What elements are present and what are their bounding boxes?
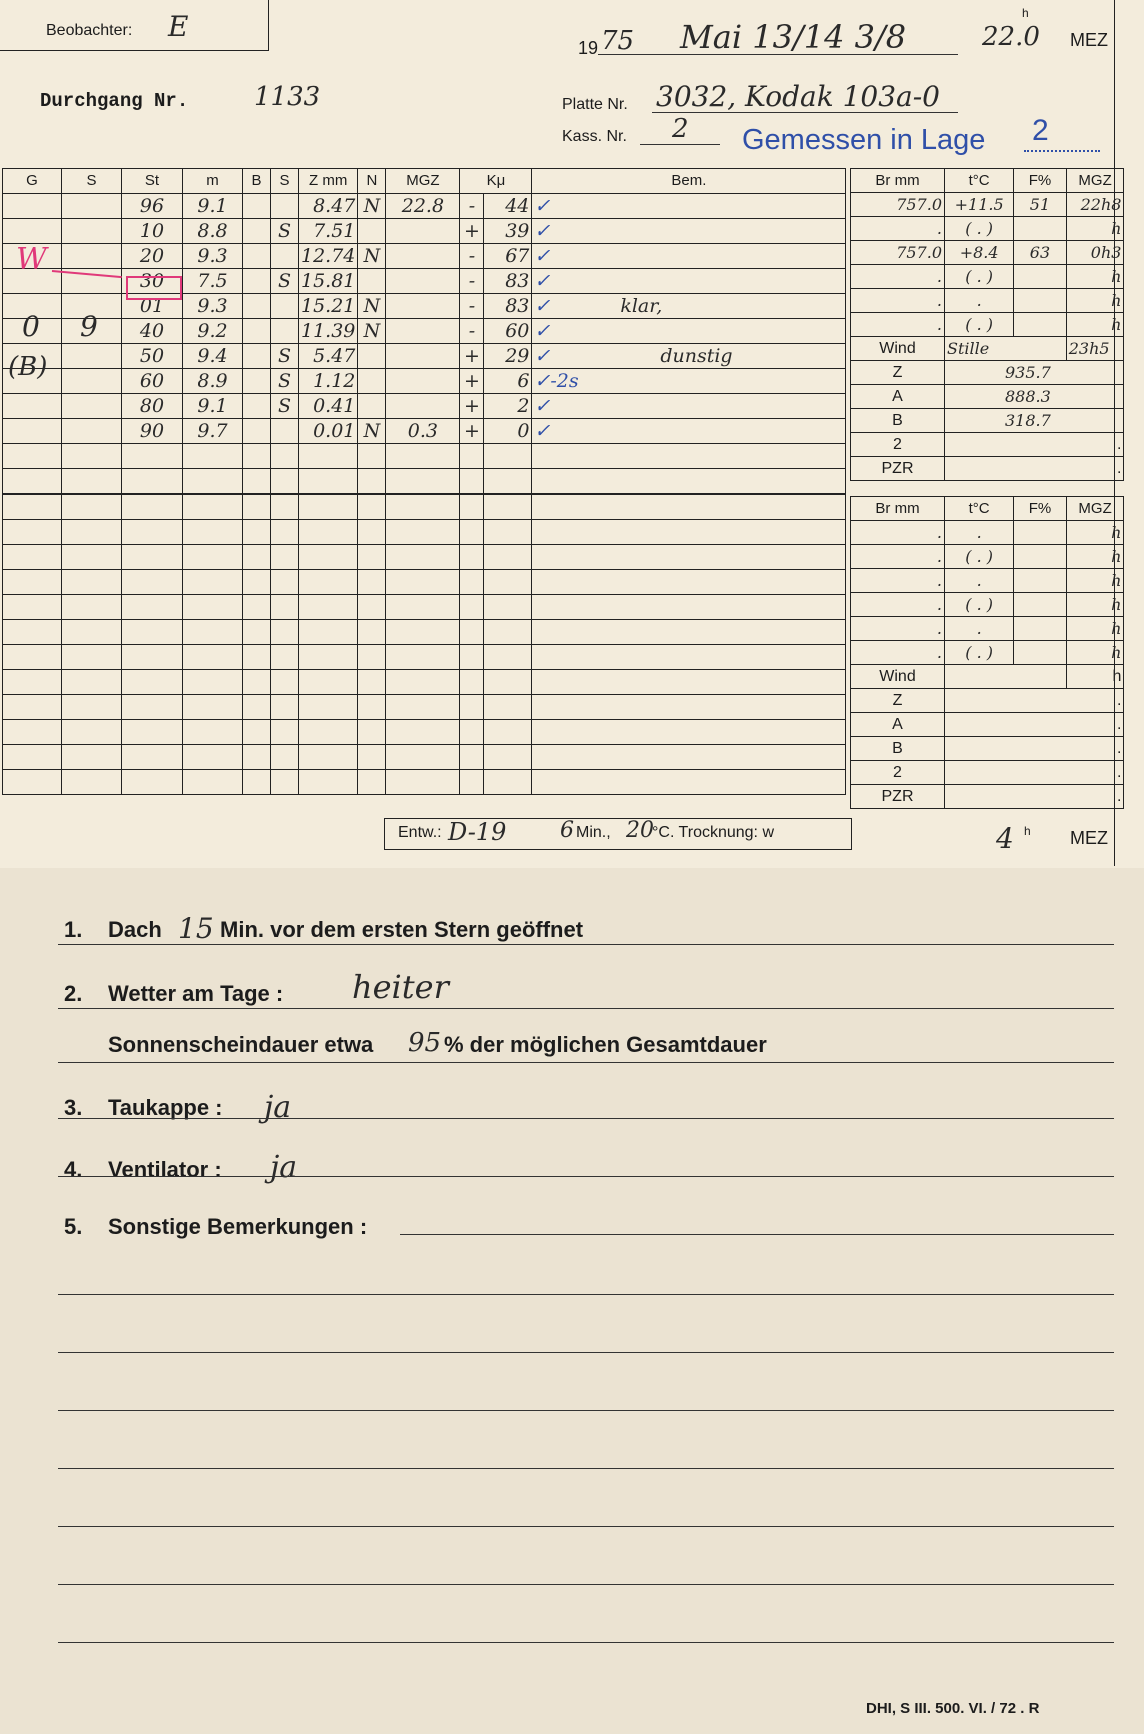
kass-label: Kass. Nr.	[562, 128, 627, 145]
weather-cell-br: .	[851, 593, 945, 617]
col-n: N	[358, 169, 386, 194]
q2-value: heiter	[352, 968, 449, 1006]
weather-cell-br: .	[851, 545, 945, 569]
weather-cell-t: ( . )	[945, 217, 1014, 241]
weather-cell-mgz: h	[1066, 289, 1124, 313]
cell-k: 83	[484, 294, 532, 319]
q1-line	[58, 944, 1114, 945]
q1-number: 1.	[64, 917, 83, 942]
cell-m: 9.4	[183, 344, 243, 369]
col-k: Kμ	[460, 169, 532, 194]
col-s: S	[62, 169, 122, 194]
weather-cell-br: .	[851, 217, 945, 241]
z-label: Z	[851, 361, 945, 385]
two-label: 2	[851, 433, 945, 457]
kass-value: 2	[672, 114, 689, 144]
min-value: 6	[560, 818, 574, 843]
q5-number: 5.	[64, 1214, 83, 1239]
durchgang-label: Durchgang Nr.	[40, 90, 189, 112]
cell-m: 8.8	[183, 219, 243, 244]
col-g: G	[3, 169, 62, 194]
cell-z: 15.21	[299, 294, 358, 319]
end-unit: h	[1024, 824, 1031, 838]
time-value: 22.0	[982, 22, 1040, 52]
t-header-2: t°C	[945, 497, 1014, 521]
check-mark-icon: ✓	[534, 395, 551, 417]
z-value: 935.7	[945, 361, 1124, 385]
col-z: Z mm	[299, 169, 358, 194]
cell-sign: -	[460, 269, 484, 294]
w-mark: W	[16, 242, 47, 277]
cell-m: 7.5	[183, 269, 243, 294]
br-header: Br mm	[851, 169, 945, 193]
cell-st: 40	[122, 319, 183, 344]
weather-cell-t: .	[945, 569, 1014, 593]
cell-k: 6	[484, 369, 532, 394]
cell-s2: S	[271, 394, 299, 419]
pzr-value: .	[945, 457, 1124, 481]
cell-mgz: 0.3	[386, 419, 460, 444]
gemessen-stamp: Gemessen in Lage	[742, 124, 986, 156]
cell-sign: -	[460, 319, 484, 344]
blank-line-4	[58, 1468, 1114, 1469]
q2b-line	[58, 1062, 1114, 1063]
z-value-2: .	[945, 689, 1124, 713]
q5-line	[400, 1234, 1114, 1235]
wind-label-2: Wind	[851, 665, 945, 689]
cell-n: N	[358, 419, 386, 444]
beobachter-label: Beobachter:	[46, 22, 133, 39]
year-prefix: 19	[578, 38, 599, 58]
cell-k: 0	[484, 419, 532, 444]
cell-m: 9.3	[183, 294, 243, 319]
cell-s2: S	[271, 344, 299, 369]
weather-cell-br: .	[851, 521, 945, 545]
q2-label: Wetter am Tage :	[108, 981, 284, 1006]
wind-value: Stille	[945, 337, 1067, 361]
weather-cell-t: ( . )	[945, 641, 1014, 665]
weather-cell-t: +8.4	[945, 241, 1014, 265]
check-mark-icon: ✓	[534, 420, 551, 442]
check-mark-icon: ✓	[534, 220, 551, 242]
weather-cell-mgz: h	[1066, 313, 1124, 337]
weather-cell-br: .	[851, 569, 945, 593]
remark-text: klar,	[620, 295, 663, 317]
time-unit: h	[1022, 6, 1029, 20]
wind-mgz-2: h	[1066, 665, 1124, 689]
date-value: Mai 13/14 3/8	[680, 18, 907, 56]
cell-sign: +	[460, 219, 484, 244]
q1-value: 15	[178, 912, 214, 945]
pzr-label: PZR	[851, 457, 945, 481]
weather-cell-f: 51	[1014, 193, 1066, 217]
platte-label: Platte Nr.	[562, 96, 628, 113]
entw-value: D-19	[448, 818, 507, 846]
cell-st: 80	[122, 394, 183, 419]
weather-cell-mgz: h	[1066, 617, 1124, 641]
col-mgz: MGZ	[386, 169, 460, 194]
weather-cell-t: ( . )	[945, 545, 1014, 569]
t-header: t°C	[945, 169, 1014, 193]
weather-cell-mgz: h	[1066, 641, 1124, 665]
cell-st: 96	[122, 194, 183, 219]
min-label: Min.,	[576, 824, 611, 841]
q2-line	[58, 1008, 1114, 1009]
cell-s2: S	[271, 219, 299, 244]
blank-line-7	[58, 1642, 1114, 1643]
q3-line	[58, 1118, 1114, 1119]
cell-z: 0.01	[299, 419, 358, 444]
blank-line-3	[58, 1410, 1114, 1411]
cell-mgz: 22.8	[386, 194, 460, 219]
cell-m: 9.3	[183, 244, 243, 269]
cell-sign: -	[460, 294, 484, 319]
cell-st: 60	[122, 369, 183, 394]
weather-cell-mgz: 0h3	[1066, 241, 1124, 265]
cell-z: 12.74	[299, 244, 358, 269]
check-mark-icon: ✓	[534, 195, 551, 217]
cell-sign: +	[460, 394, 484, 419]
gemessen-value: 2	[1032, 114, 1049, 147]
q4-value: ja	[270, 1150, 298, 1185]
cell-k: 29	[484, 344, 532, 369]
cell-z: 1.12	[299, 369, 358, 394]
q2b-post: % der möglichen Gesamtdauer	[444, 1032, 767, 1057]
a-label: A	[851, 385, 945, 409]
col-b: B	[243, 169, 271, 194]
blank-line-5	[58, 1526, 1114, 1527]
check-mark-icon: ✓	[534, 320, 551, 342]
weather-cell-t: .	[945, 521, 1014, 545]
mez-label: MEZ	[1070, 30, 1108, 50]
a-value-2: .	[945, 713, 1124, 737]
cell-st: 90	[122, 419, 183, 444]
s-mark-9: 9	[80, 310, 98, 343]
cell-k: 83	[484, 269, 532, 294]
q2b-pre: Sonnenscheindauer etwa	[108, 1032, 374, 1057]
blank-line-1	[58, 1294, 1114, 1295]
weather-cell-t: .	[945, 289, 1014, 313]
q1-pre: Dach	[108, 917, 162, 942]
weather-cell-br: .	[851, 289, 945, 313]
wind-mgz: 23h5	[1066, 337, 1124, 361]
q3-number: 3.	[64, 1095, 83, 1120]
wind-label: Wind	[851, 337, 945, 361]
beobachter-value: E	[168, 10, 189, 43]
cell-z: 11.39	[299, 319, 358, 344]
q4-label: Ventilator :	[108, 1157, 222, 1182]
durchgang-value: 1133	[254, 82, 321, 112]
q2b-value: 95	[408, 1028, 442, 1058]
col-m: m	[183, 169, 243, 194]
cell-s2: S	[271, 369, 299, 394]
cell-n: N	[358, 294, 386, 319]
g-mark-0: 0	[22, 310, 40, 343]
weather-cell-br: 757.0	[851, 241, 945, 265]
form-code: DHI, S III. 500. VI. / 72 . R	[866, 1700, 1040, 1717]
platte-value: 3032, Kodak 103a-0	[656, 80, 940, 113]
blank-line-6	[58, 1584, 1114, 1585]
weather-cell-t: ( . )	[945, 265, 1014, 289]
card-frame	[0, 0, 1115, 866]
pzr-value-2: .	[945, 785, 1124, 809]
cell-k: 67	[484, 244, 532, 269]
f-header: F%	[1014, 169, 1066, 193]
cell-st: 01	[122, 294, 183, 319]
end-mez: MEZ	[1070, 828, 1108, 848]
temp-value: 20	[626, 818, 654, 843]
b-label: B	[851, 409, 945, 433]
cell-sign: +	[460, 344, 484, 369]
cell-m: 9.7	[183, 419, 243, 444]
weather-cell-mgz: h	[1066, 521, 1124, 545]
weather-cell-f: 63	[1014, 241, 1066, 265]
two-label-2: 2	[851, 761, 945, 785]
check-mark-icon: ✓	[534, 270, 551, 292]
temp-label: °C. Trocknung: w	[652, 824, 774, 841]
q1-post: Min. vor dem ersten Stern geöffnet	[220, 917, 584, 942]
cell-s2: S	[271, 269, 299, 294]
cell-n: N	[358, 194, 386, 219]
cell-z: 7.51	[299, 219, 358, 244]
b-value: 318.7	[945, 409, 1124, 433]
cell-k: 2	[484, 394, 532, 419]
weather-cell-t: .	[945, 617, 1014, 641]
cell-z: 5.47	[299, 344, 358, 369]
q3-label: Taukappe :	[108, 1095, 223, 1120]
weather-cell-mgz: 22h8	[1066, 193, 1124, 217]
weather-cell-br: .	[851, 641, 945, 665]
cell-k: 60	[484, 319, 532, 344]
weather-cell-br: .	[851, 313, 945, 337]
cell-z: 15.81	[299, 269, 358, 294]
check-mark-icon: ✓-2s	[534, 370, 579, 392]
check-mark-icon: ✓	[534, 295, 551, 317]
cell-m: 8.9	[183, 369, 243, 394]
cell-st: 50	[122, 344, 183, 369]
cell-z: 8.47	[299, 194, 358, 219]
cell-z: 0.41	[299, 394, 358, 419]
cell-n: N	[358, 244, 386, 269]
cell-n: N	[358, 319, 386, 344]
cell-m: 9.2	[183, 319, 243, 344]
year-suffix: 75	[601, 26, 635, 56]
cell-m: 9.1	[183, 194, 243, 219]
cell-st: 30	[122, 269, 183, 294]
weather-cell-t: ( . )	[945, 593, 1014, 617]
col-s2: S	[271, 169, 299, 194]
col-st: St	[122, 169, 183, 194]
b-value-2: .	[945, 737, 1124, 761]
weather-cell-br: .	[851, 617, 945, 641]
remark-text: dunstig	[660, 345, 733, 367]
cell-sign: +	[460, 369, 484, 394]
weather-cell-br: 757.0	[851, 193, 945, 217]
cell-st: 20	[122, 244, 183, 269]
q4-line	[58, 1176, 1114, 1177]
entw-label: Entw.:	[398, 824, 442, 841]
cell-st: 10	[122, 219, 183, 244]
mgz-header-2: MGZ	[1066, 497, 1124, 521]
br-header-2: Br mm	[851, 497, 945, 521]
q2-number: 2.	[64, 981, 83, 1006]
a-label-2: A	[851, 713, 945, 737]
two-value-2: .	[945, 761, 1124, 785]
pzr-label-2: PZR	[851, 785, 945, 809]
q3-value: ja	[264, 1090, 292, 1125]
weather-cell-mgz: h	[1066, 545, 1124, 569]
cell-sign: -	[460, 194, 484, 219]
cell-m: 9.1	[183, 394, 243, 419]
q4-number: 4.	[64, 1157, 83, 1182]
g-mark-b: (B)	[8, 352, 48, 382]
weather-cell-mgz: h	[1066, 217, 1124, 241]
z-label-2: Z	[851, 689, 945, 713]
col-bem: Bem.	[532, 169, 846, 194]
mgz-header: MGZ	[1066, 169, 1124, 193]
weather-cell-mgz: h	[1066, 569, 1124, 593]
q5-label: Sonstige Bemerkungen :	[108, 1214, 368, 1239]
weather-cell-br: .	[851, 265, 945, 289]
cell-sign: +	[460, 419, 484, 444]
check-mark-icon: ✓	[534, 245, 551, 267]
end-time: 4	[996, 822, 1014, 855]
blank-line-2	[58, 1352, 1114, 1353]
cell-sign: -	[460, 244, 484, 269]
weather-cell-t: +11.5	[945, 193, 1014, 217]
two-value: .	[945, 433, 1124, 457]
check-mark-icon: ✓	[534, 345, 551, 367]
cell-k: 39	[484, 219, 532, 244]
weather-cell-t: ( . )	[945, 313, 1014, 337]
weather-cell-mgz: h	[1066, 265, 1124, 289]
cell-k: 44	[484, 194, 532, 219]
f-header-2: F%	[1014, 497, 1066, 521]
weather-cell-mgz: h	[1066, 593, 1124, 617]
a-value: 888.3	[945, 385, 1124, 409]
b-label-2: B	[851, 737, 945, 761]
